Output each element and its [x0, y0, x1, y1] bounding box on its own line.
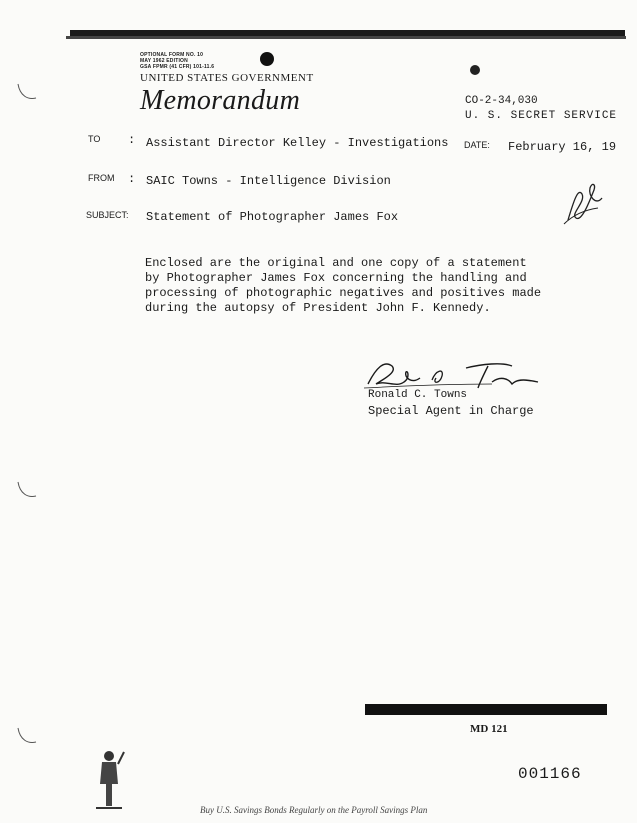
body-line: processing of photographic negatives and positives made: [145, 286, 542, 300]
body-line: during the autopsy of President John F. Kennedy.: [145, 301, 491, 315]
colon: :: [128, 133, 136, 147]
from-value: SAIC Towns - Intelligence Division: [146, 174, 391, 188]
reference-number: CO-2-34,030: [465, 95, 538, 107]
date-value: February 16, 19: [508, 140, 617, 154]
colon: :: [128, 172, 136, 186]
document-number: 001166: [518, 765, 582, 783]
margin-mark: [14, 478, 38, 502]
punch-hole: [470, 65, 480, 75]
form-info-line: GSA FPMR (41 CFR) 101-11.6: [140, 64, 215, 70]
service-name: U. S. SECRET SERVICE: [465, 110, 618, 122]
footer-slogan: Buy U.S. Savings Bonds Regularly on the Payroll Savings Plan: [200, 805, 428, 815]
margin-mark: [14, 724, 38, 748]
from-label: FROM: [88, 173, 115, 183]
punch-hole: [260, 52, 274, 66]
memo-body: [145, 256, 585, 316]
subject-value: Statement of Photographer James Fox: [146, 210, 399, 224]
margin-mark: [14, 80, 38, 104]
handwritten-initials: [560, 180, 610, 230]
memo-title: Memorandum: [140, 85, 301, 116]
signer-name: Ronald C. Towns: [368, 389, 468, 401]
date-label: DATE:: [464, 140, 490, 150]
bottom-redaction-bar: [365, 704, 607, 715]
form-info: [140, 52, 260, 70]
agency-name: UNITED STATES GOVERNMENT: [140, 72, 314, 84]
minuteman-logo: [92, 748, 126, 812]
md-number: MD 121: [470, 723, 508, 735]
signer-title: Special Agent in Charge: [368, 404, 534, 418]
form-info-line: OPTIONAL FORM NO. 10: [140, 52, 204, 58]
body-line: by Photographer James Fox concerning the handling and: [145, 271, 527, 285]
body-line: Enclosed are the original and one copy of a statement: [145, 256, 527, 270]
subject-label: SUBJECT:: [86, 210, 129, 220]
form-info-line: MAY 1962 EDITION: [140, 58, 188, 64]
top-edge-shadow: [66, 36, 626, 39]
to-value: Assistant Director Kelley - Investigations: [146, 136, 449, 150]
to-label: TO: [88, 134, 101, 144]
